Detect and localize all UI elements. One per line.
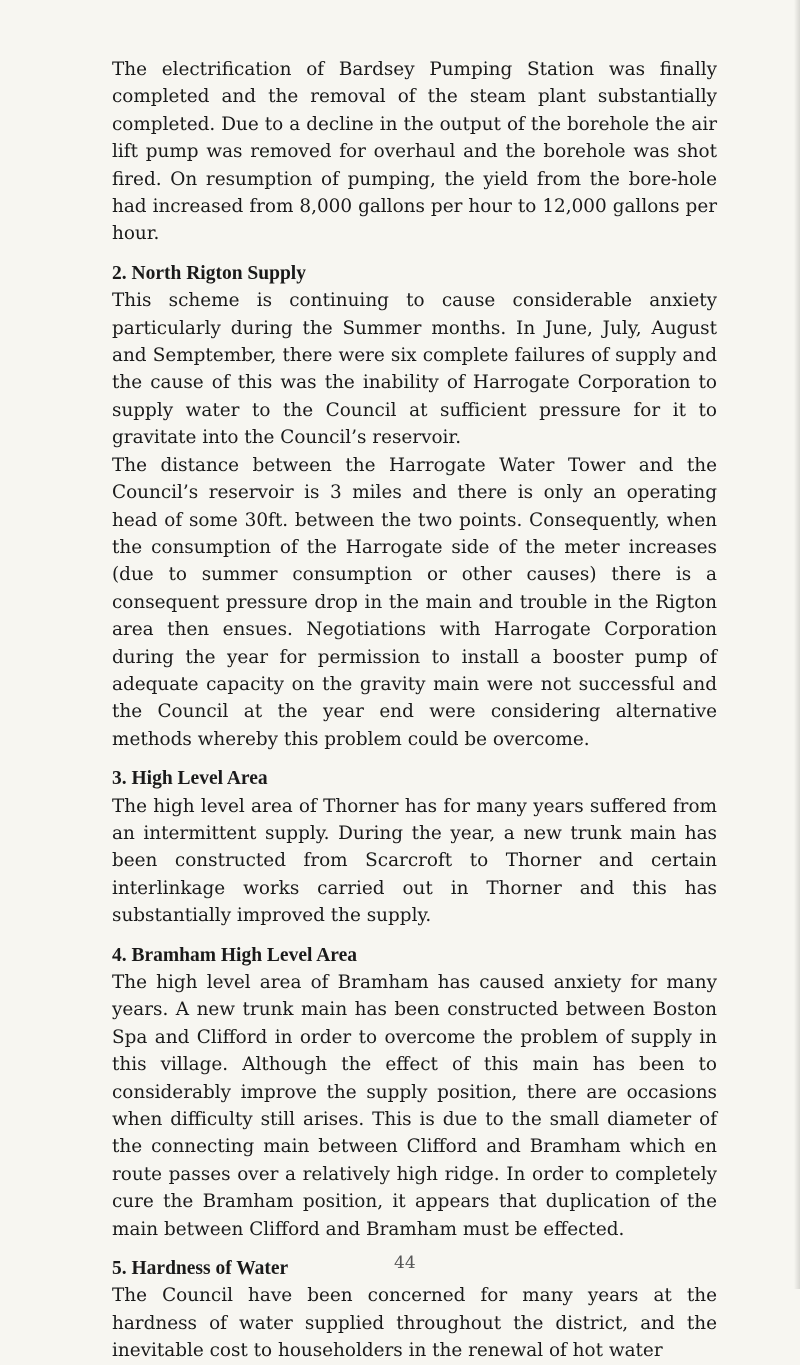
section-heading: 4. Bramham High Level Area [112, 944, 357, 966]
section-heading: 2. North Rigton Supply [112, 262, 306, 284]
section-paragraph: The Council have been concerned for many years at the hardness of water supplied throughout the district, and the inevitable cost to householders in the renewal of hot water [112, 1285, 717, 1362]
page-number: 44 [394, 1253, 416, 1273]
page-edge-shadow [794, 0, 800, 1289]
section-paragraph: The high level area of Bramham has caused anxiety for many years. A new trunk main has been constructed between Boston Spa and Clifford in order to overcome the problem of supply in this village. Although the effect of this main has been to considerably improve the supply position, there are occasions when difficulty still arises. This is due to the small diameter of the connecting main between Clifford and Bramham which en route passes over a relatively high ridge. In order to completely cure the Bramham position, it appears that duplication of the main between Clifford and Bramham must be effected. [112, 972, 717, 1240]
document-page [112, 56, 717, 1365]
intro-paragraph: The electrification of Bardsey Pumping Station was finally completed and the removal of the steam plant substantially completed. Due to a decline in the output of the borehole the air lift pump was removed for overhaul and the borehole was shot fired. On resumption of pumping, the yield from the bore-hole had increased from 8,000 gallons per hour to 12,000 gallons per hour. [112, 59, 717, 245]
section-paragraph: This scheme is continuing to cause considerable anxiety particularly during the Summer months. In June, July, August and Semptember, there were six complete failures of supply and the cause of this was the inability of Harrogate Corporation to supply water to the Council at sufficient pressure for it to gravitate into the Council’s reservoir. [112, 290, 717, 449]
section-paragraph: The high level area of Thorner has for many years suffered from an intermittent supply. During the year, a new trunk main has been constructed from Scarcroft to Thorner and certain interlinkage works carried out in Thorner and this has substantially improved the supply. [112, 795, 717, 927]
section-bramham [112, 942, 717, 1243]
section-north-rigton [112, 260, 717, 753]
section-paragraph: The distance between the Harrogate Water Tower and the Council’s reservoir is 3 miles and there is only an operating head of some 30ft. between the two points. Consequently, when the consumption of the Harrogate side of the meter increases (due to summer consumption or other causes) there is a consequent pressure drop in the main and trouble in the Rigton area then ensues. Negotiations with Harrogate Corporation during the year for permission to install a booster pump of adequate capacity on the gravity main were not successful and the Council at the year end were considering alternative methods whereby this problem could be overcome. [112, 454, 717, 750]
section-high-level-area [112, 765, 717, 929]
section-heading: 3. High Level Area [112, 768, 268, 790]
section-heading: 5. Hardness of Water [112, 1258, 289, 1280]
